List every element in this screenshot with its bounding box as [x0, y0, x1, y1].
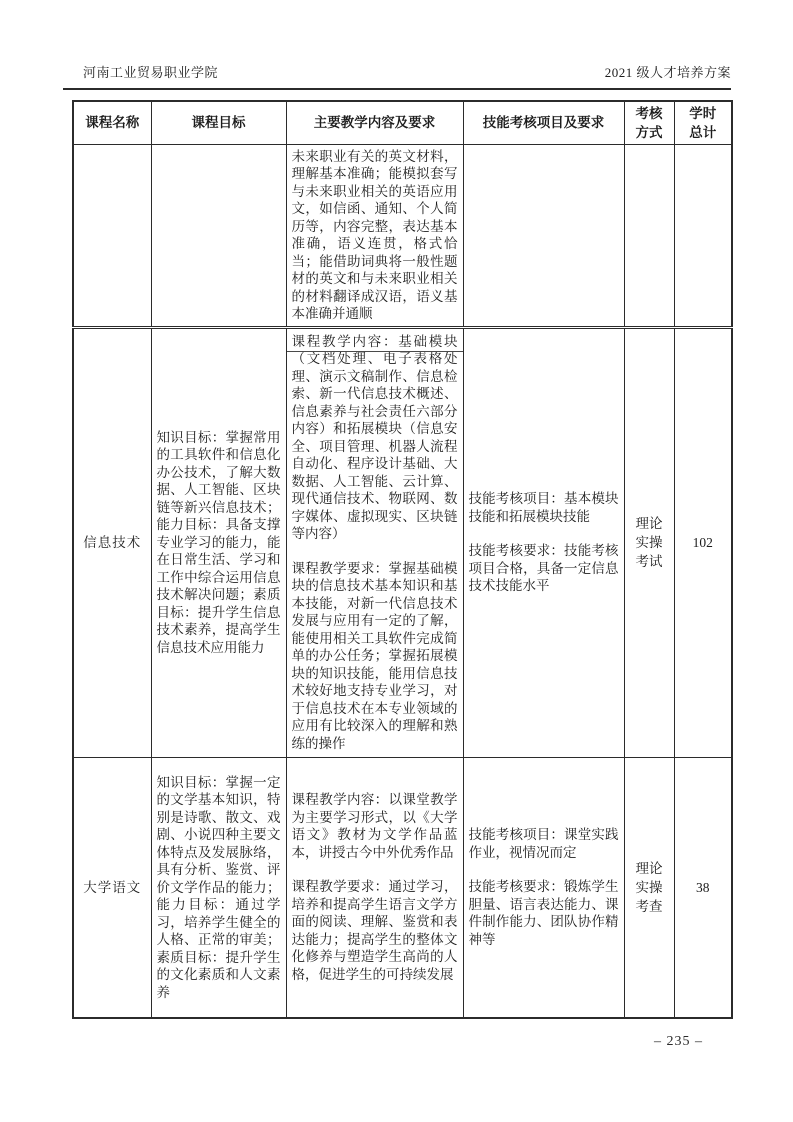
table-row-continued-course — [73, 144, 732, 327]
cell-objectives-empty — [151, 144, 286, 327]
cell-divider-line — [287, 351, 463, 352]
skill-assessment-item-paragraph: 技能考核项目：基本模块技能和拓展模块技能 — [468, 491, 619, 524]
skill-assessment-requirement-paragraph: 技能考核要求：锻炼学生胆量、语言表达能力、课件制作能力、团队协作精神等 — [468, 879, 619, 947]
cell-skill-assessment — [463, 327, 624, 757]
page-number: – 235 – — [654, 1034, 703, 1049]
cell-course-name-empty — [73, 144, 151, 327]
cell-teaching-content — [286, 327, 463, 757]
header-doc-title: 2021 级人才培养方案 — [604, 65, 731, 80]
cell-total-hours-empty — [674, 144, 732, 327]
table-row-college-chinese — [73, 757, 732, 1018]
cell-objectives — [151, 327, 286, 757]
cell-course-name — [73, 327, 151, 757]
col-header-teaching-content — [286, 101, 463, 144]
course-name-label: 信息技术 — [83, 534, 142, 550]
cell-teaching-content — [286, 757, 463, 1018]
col-header-assessment-method-label: 考核方式 — [635, 105, 663, 140]
cell-total-hours — [674, 327, 732, 757]
course-name-label: 大学语文 — [83, 879, 142, 895]
cell-total-hours — [674, 757, 732, 1018]
col-header-course-objectives-label: 课程目标 — [191, 115, 246, 130]
total-hours-value: 102 — [692, 534, 713, 550]
teaching-requirement-paragraph: 课程教学要求：掌握基础模块的信息技术基本知识和基本技能，对新一代信息技术发展与应用有一定的了解，能使用相关工具软件完成简单的办公任务；掌握拓展模块的知识技能，能用信息技术较好地支持专业学习，对于信息技术在本专业领域的应用有比较深入的理解和熟练的操作 — [291, 560, 458, 751]
cell-objectives — [151, 757, 286, 1018]
col-header-teaching-content-label: 主要教学内容及要求 — [313, 115, 436, 130]
col-header-skill-assessment-label: 技能考核项目及要求 — [482, 115, 605, 130]
total-hours-value: 38 — [696, 879, 710, 895]
col-header-total-hours-label: 学时总计 — [689, 105, 717, 140]
col-header-course-objectives — [151, 101, 286, 144]
header-school-name: 河南工业贸易职业学院 — [83, 65, 219, 80]
teaching-requirement-paragraph: 课程教学要求：通过学习，培养和提高学生语言文学方面的阅读、理解、鉴赏和表达能力；提高学生的整体文化修养与塑造学生高尚的人格，促进学生的可持续发展 — [291, 879, 458, 982]
page-header — [63, 62, 731, 90]
col-header-course-name — [73, 101, 151, 144]
skill-assessment-requirement-paragraph: 技能考核要求：技能考核项目合格，具备一定信息技术技能水平 — [468, 543, 619, 594]
cell-assessment-method-empty — [624, 144, 674, 327]
teaching-content-paragraph: 课程教学内容：基础模块（文档处理、电子表格处理、演示文稿制作、信息检索、新一代信息技术概述、信息素养与社会责任六部分内容）和拓展模块（信息安全、项目管理、机器人流程自动化、程序设计基础、大数据、人工智能、云计算、现代通信技术、物联网、数字媒体、虚拟现实、区块链等内容） — [291, 333, 458, 542]
col-header-total-hours — [674, 101, 732, 144]
objectives-paragraph: 知识目标：掌握常用的工具软件和信息化办公技术，了解大数据、人工智能、区块链等新兴信息技术；能力目标：具备支撑专业学习的能力，能在日常生活、学习和工作中综合运用信息技术解决问题；素质目标：提升学生信息技术素养，提高学生信息技术应用能力 — [156, 429, 281, 655]
cell-assessment-method — [624, 757, 674, 1018]
cell-assessment-method — [624, 327, 674, 757]
cell-course-name — [73, 757, 151, 1018]
assessment-method-label: 理论实操考试 — [635, 516, 663, 569]
objectives-paragraph: 知识目标：掌握一定的文学基本知识，特别是诗歌、散文、戏剧、小说四种主要文体特点及发展脉络，具有分析、鉴赏、评价文学作品的能力；能力目标：通过学习，培养学生健全的人格、正常的审美；素质目标：提升学生的文化素质和人文素养 — [156, 774, 281, 1000]
cell-skill-assessment-empty — [463, 144, 624, 327]
table-header-row — [73, 101, 732, 144]
col-header-assessment-method — [624, 101, 674, 144]
teaching-content-paragraph: 课程教学内容：以课堂教学为主要学习形式，以《大学语文》教材为文学作品蓝本，讲授古今中外优秀作品 — [291, 792, 458, 860]
cell-skill-assessment — [463, 757, 624, 1018]
cell-teaching-content — [286, 144, 463, 327]
col-header-skill-assessment — [463, 101, 624, 144]
teaching-content-paragraph: 未来职业有关的英文材料，理解基本准确；能模拟套写与未来职业相关的英语应用文，如信函、通知、个人简历等，内容完整，表达基本准确，语义连贯，格式恰当；能借助词典将一般性题材的英文和与未来职业相关的材料翻译成汉语，语义基本准确并通顺 — [291, 148, 458, 321]
assessment-method-label: 理论实操考查 — [635, 860, 663, 914]
skill-assessment-item-paragraph: 技能考核项目：课堂实践作业，视情况而定 — [468, 827, 619, 860]
table-row-information-technology — [73, 327, 732, 757]
curriculum-table — [72, 100, 733, 1019]
col-header-course-name-label: 课程名称 — [85, 115, 140, 130]
